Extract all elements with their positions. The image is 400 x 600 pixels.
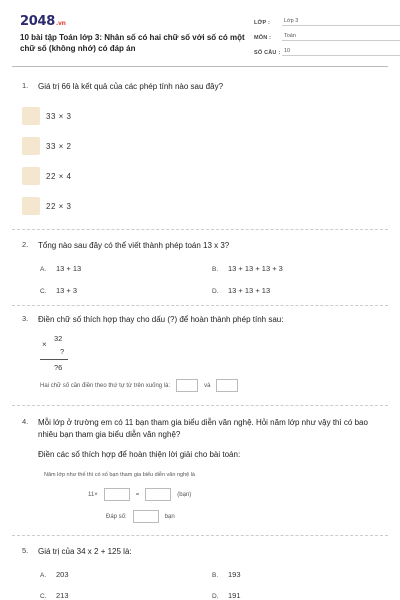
answer-input-1[interactable] — [176, 379, 198, 392]
q5-choice-d[interactable]: D. 191 — [212, 591, 241, 600]
header-divider — [12, 66, 388, 67]
question-divider — [12, 229, 388, 230]
q2-choice-c[interactable]: C. 13 + 3 — [40, 286, 78, 295]
question-text: Tổng nào sau đây có thể viết thành phép toán 13 x 3? — [38, 241, 230, 250]
solution-sentence: Năm lớp như thế thì có số bạn tham gia biểu diễn văn nghệ là — [44, 472, 195, 478]
question-text: Điền chữ số thích hợp thay cho dấu (?) để hoàn thành phép tính sau: — [38, 315, 284, 324]
option-checkbox[interactable] — [22, 167, 40, 185]
q5-choice-c[interactable]: C. 213 — [40, 591, 69, 600]
question-subtext: Điền các số thích hợp để hoàn thiện lời giải cho bài toán: — [38, 450, 241, 459]
calc-line — [40, 359, 68, 360]
meta-subject: MÔN : Toán — [254, 29, 400, 41]
option-checkbox[interactable] — [22, 197, 40, 215]
question-text: Mỗi lớp ở trường em có 11 bạn tham gia biểu diễn văn nghệ. Hỏi năm lớp như vậy thì có bao nhiêu bạn tham gia biểu diễn văn nghệ? — [38, 418, 368, 439]
meta-count: SỐ CÂU : 10 — [254, 44, 400, 56]
q2-choice-a[interactable]: A. 13 + 13 — [40, 264, 82, 273]
meta-class: LỚP : Lớp 3 — [254, 14, 400, 26]
q3-answer-row: Hai chữ số cần điền theo thứ tự từ trên xuống là: và — [40, 379, 241, 392]
question-divider — [12, 405, 388, 406]
page-header — [20, 14, 380, 64]
meta-info — [254, 14, 400, 59]
document-title: 10 bài tập Toán lớp 3: Nhân số có hai chữ số với số có một chữ số (không nhớ) có đáp án — [20, 33, 245, 53]
site-logo[interactable]: 2048.vn — [20, 14, 66, 29]
multiply-sign: × — [42, 340, 47, 349]
q5-choice-b[interactable]: B. 193 — [212, 570, 241, 579]
question-text: Giá trị của 34 x 2 + 125 là: — [38, 547, 132, 556]
q5-choice-a[interactable]: A. 203 — [40, 570, 69, 579]
option-checkbox[interactable] — [22, 137, 40, 155]
option-checkbox[interactable] — [22, 107, 40, 125]
question-divider — [12, 305, 388, 306]
q2-choice-d[interactable]: D. 13 + 13 + 13 — [212, 286, 271, 295]
final-answer-input[interactable] — [133, 510, 159, 523]
product-input[interactable] — [145, 488, 171, 501]
answer-input-2[interactable] — [216, 379, 238, 392]
factor-input[interactable] — [104, 488, 130, 501]
q2-choice-b[interactable]: B. 13 + 13 + 13 + 3 — [212, 264, 283, 273]
question-text: Giá trị 66 là kết quả của các phép tính nào sau đây? — [38, 82, 224, 91]
solution-expression: 11× = (bạn) — [88, 488, 194, 501]
question-divider — [12, 535, 388, 536]
final-answer-row: Đáp số: bạn — [106, 510, 178, 523]
